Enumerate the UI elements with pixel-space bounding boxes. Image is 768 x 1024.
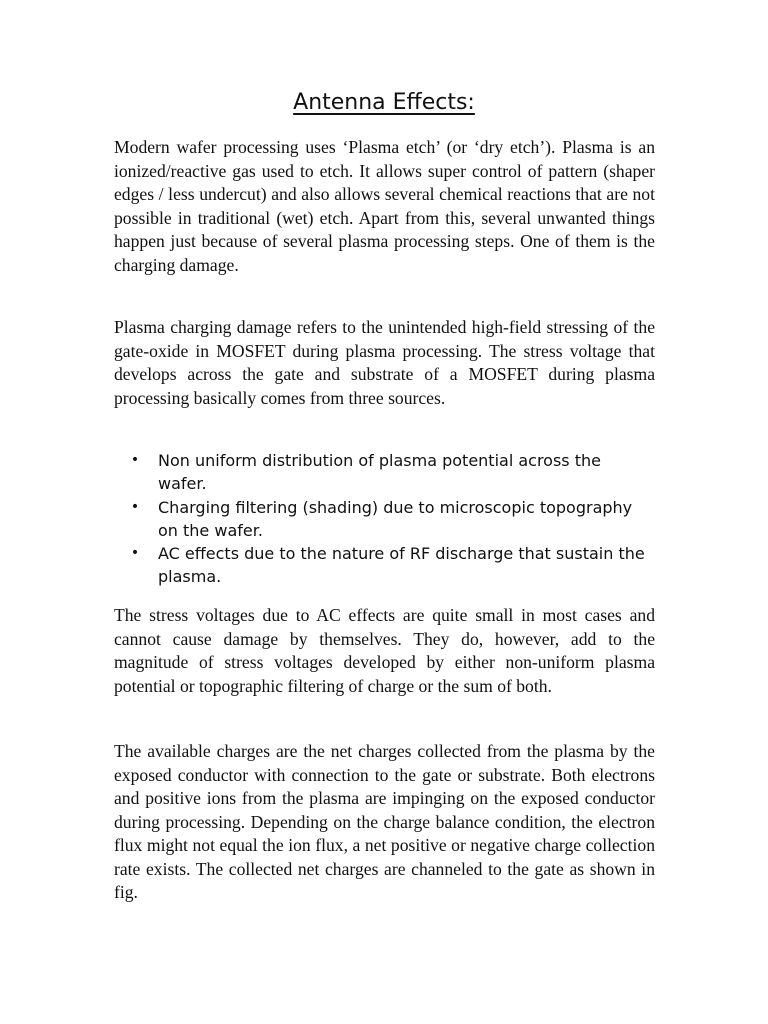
list-item: [128, 449, 648, 496]
list-item-text: Non uniform distribution of plasma potential across the wafer.: [158, 451, 601, 494]
bullet-icon: •: [130, 545, 140, 562]
bullet-icon: •: [130, 498, 140, 515]
paragraph-charging-damage: Plasma charging damage refers to the unintended high-field stressing of the gate-oxide in MOSFET during plasma processing. The stress voltage that develops across the gate and substrate of a MOSFET during plasma processing basically comes from three sources.: [114, 317, 655, 408]
list-item: [128, 542, 648, 589]
list-item-text: Charging filtering (shading) due to microscopic topography on the wafer.: [158, 497, 633, 540]
document-title-text: Antenna Effects:: [293, 90, 475, 115]
list-item-text: AC effects due to the nature of RF discharge that sustain the plasma.: [158, 544, 645, 587]
list-item: [128, 496, 648, 543]
paragraph-ac-effects: The stress voltages due to AC effects are quite small in most cases and cannot cause damage by themselves. They do, however, add to the magnitude of stress voltages developed by either non-uniform plasma potential or topographic filtering of charge or the sum of both.: [114, 605, 655, 696]
paragraph-available-charges: The available charges are the net charges collected from the plasma by the exposed conductor with connection to the gate or substrate. Both electrons and positive ions from the plasma are impinging on the exposed conductor during processing. Depending on the charge balance condition, the electron flux might not equal the ion flux, a net positive or negative charge collection rate exists. The collected net charges are channeled to the gate as shown in fig.: [114, 741, 655, 902]
bullet-icon: •: [130, 452, 140, 468]
document-title: [0, 86, 768, 120]
paragraph-plasma-etch: Modern wafer processing uses ‘Plasma etch’ (or ‘dry etch’). Plasma is an ionized/reactive gas used to etch. It allows super control of pattern (shaper edges / less undercut) and also allows several chemical reactions that are not possible in traditional (wet) etch. Apart from this, several unwanted things happen just because of several plasma processing steps. One of them is the charging damage.: [114, 137, 655, 275]
sources-list: [128, 449, 648, 589]
